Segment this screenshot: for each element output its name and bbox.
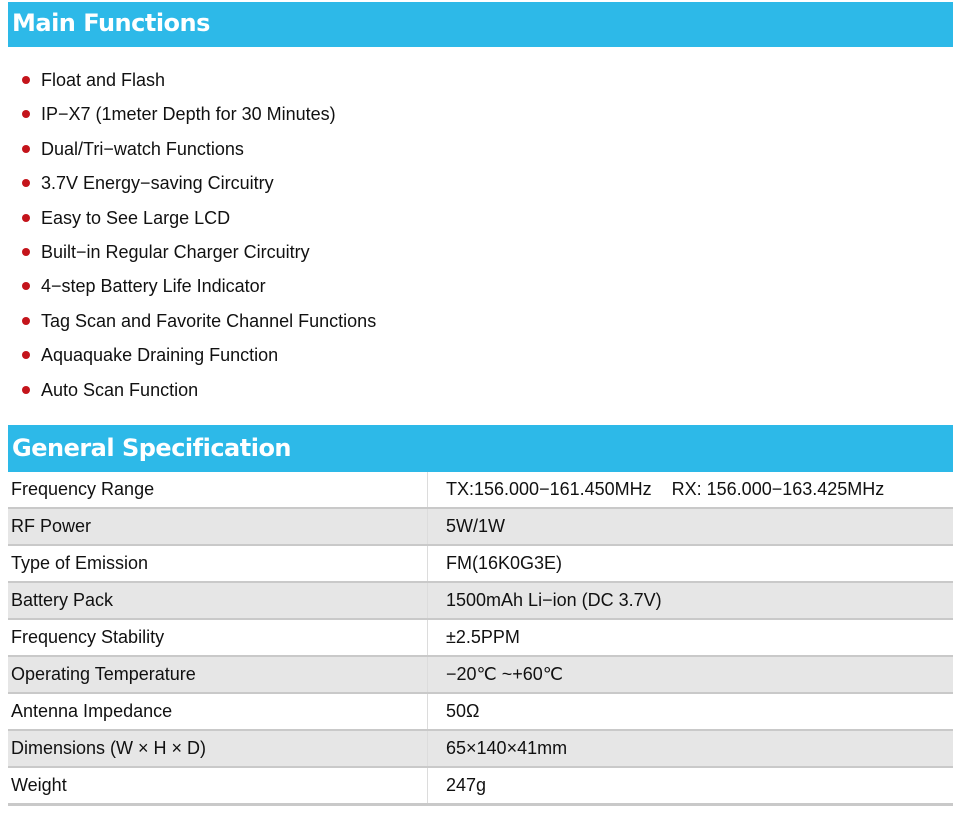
spec-value: 50Ω (428, 693, 953, 730)
bullet-icon (22, 317, 30, 325)
specification-table (8, 472, 953, 806)
spec-value: FM(16K0G3E) (428, 545, 953, 582)
bullet-icon (22, 351, 30, 359)
spec-label: Frequency Stability (8, 619, 428, 656)
spec-label: Type of Emission (8, 545, 428, 582)
list-item: Tag Scan and Favorite Channel Functions (0, 304, 376, 338)
spec-label: Battery Pack (8, 582, 428, 619)
list-item: Dual/Tri−watch Functions (0, 132, 376, 166)
table-row (8, 508, 953, 545)
bullet-icon (22, 386, 30, 394)
spec-label: Dimensions (W × H × D) (8, 730, 428, 767)
table-row (8, 619, 953, 656)
table-row (8, 582, 953, 619)
spec-value: −20℃ ~+60℃ (428, 656, 953, 693)
spec-label: Antenna Impedance (8, 693, 428, 730)
list-item: Auto Scan Function (0, 373, 376, 407)
spec-value: TX:156.000−161.450MHz RX: 156.000−163.425MHz (428, 472, 953, 508)
general-specification-header (8, 425, 953, 472)
main-functions-list (0, 63, 376, 407)
table-row (8, 656, 953, 693)
list-item: Float and Flash (0, 63, 376, 97)
spec-label: Weight (8, 767, 428, 805)
table-row (8, 472, 953, 508)
table-row (8, 767, 953, 805)
main-functions-title: Main Functions (12, 9, 210, 37)
bullet-icon (22, 76, 30, 84)
spec-value: 247g (428, 767, 953, 805)
table-row (8, 693, 953, 730)
table-row (8, 730, 953, 767)
list-item: 3.7V Energy−saving Circuitry (0, 166, 376, 200)
bullet-icon (22, 145, 30, 153)
list-item: 4−step Battery Life Indicator (0, 269, 376, 303)
spec-label: RF Power (8, 508, 428, 545)
spec-value: 65×140×41mm (428, 730, 953, 767)
bullet-icon (22, 282, 30, 290)
list-item: Easy to See Large LCD (0, 201, 376, 235)
list-item: IP−X7 (1meter Depth for 30 Minutes) (0, 97, 376, 131)
spec-value: ±2.5PPM (428, 619, 953, 656)
bullet-icon (22, 214, 30, 222)
table-row (8, 545, 953, 582)
bullet-icon (22, 179, 30, 187)
bullet-icon (22, 248, 30, 256)
spec-value: 1500mAh Li−ion (DC 3.7V) (428, 582, 953, 619)
spec-label: Operating Temperature (8, 656, 428, 693)
general-specification-title: General Specification (12, 434, 292, 462)
spec-value: 5W/1W (428, 508, 953, 545)
main-functions-header (8, 2, 953, 47)
bullet-icon (22, 110, 30, 118)
list-item: Aquaquake Draining Function (0, 338, 376, 372)
spec-label: Frequency Range (8, 472, 428, 508)
list-item: Built−in Regular Charger Circuitry (0, 235, 376, 269)
